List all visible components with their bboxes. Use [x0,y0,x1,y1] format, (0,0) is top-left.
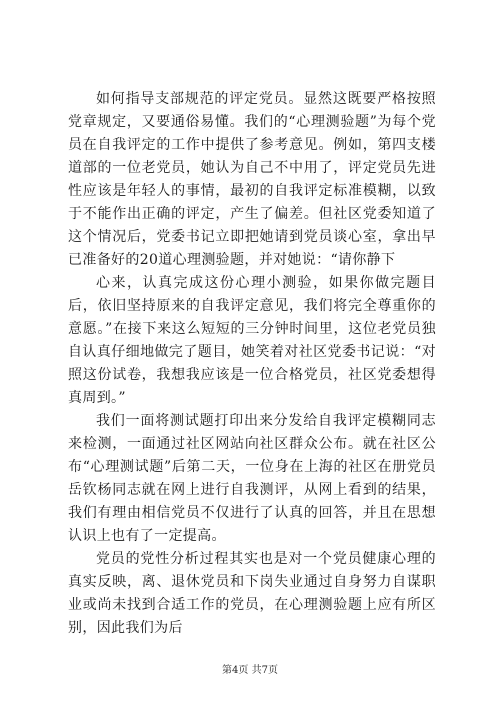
paragraph-2: 心来，认真完成这份心理小测验，如果你做完题目后，依旧坚持原来的自我评定意见，我们将完全尊重你的意愿。”在接下来这么短短的三分钟时间里，这位老党员独自认真仔细地做完了题目，她笑着对社区党委书记说：“对照这份试卷，我想我应该是一位合格党员，社区党委想得真周到。” [68,275,436,406]
paragraph-3: 我们一面将测试题打印出来分发给自我评定模糊同志来检测，一面通过社区网站向社区群众公布。就在社区公布“心理测试题”后第二天，一位身在上海的社区在册党员岳钦杨同志就在网上进行自我测评，从网上看到的结果，我们有理由相信党员不仅进行了认真的回答，并且在思想认识上也有了一定提高。 [68,413,436,544]
paragraph-4: 党员的党性分析过程其实也是对一个党员健康心理的真实反映，离、退休党员和下岗失业通过自身努力自谋职业或尚未找到合适工作的党员，在心理测验题上应有所区别，因此我们为后 [68,551,436,636]
body-text [68,88,436,640]
page-footer: 第4页 共7页 [222,665,278,676]
paragraph-1: 如何指导支部规范的评定党员。显然这既要严格按照党章规定，又要通俗易懂。我们的“心理测验题”为每个党员在自我评定的工作中提供了参考意见。例如，第四支楼道部的一位老党员，她认为自己不中用了，评定党员先进性应该是年轻人的事情，最初的自我评定标准模糊，以致于不能作出正确的评定，产生了偏差。但社区党委知道了这个情况后，党委书记立即把她请到党员谈心室，拿出早已准备好的20道心理测验题，并对她说：“请你静下 [68,91,436,268]
